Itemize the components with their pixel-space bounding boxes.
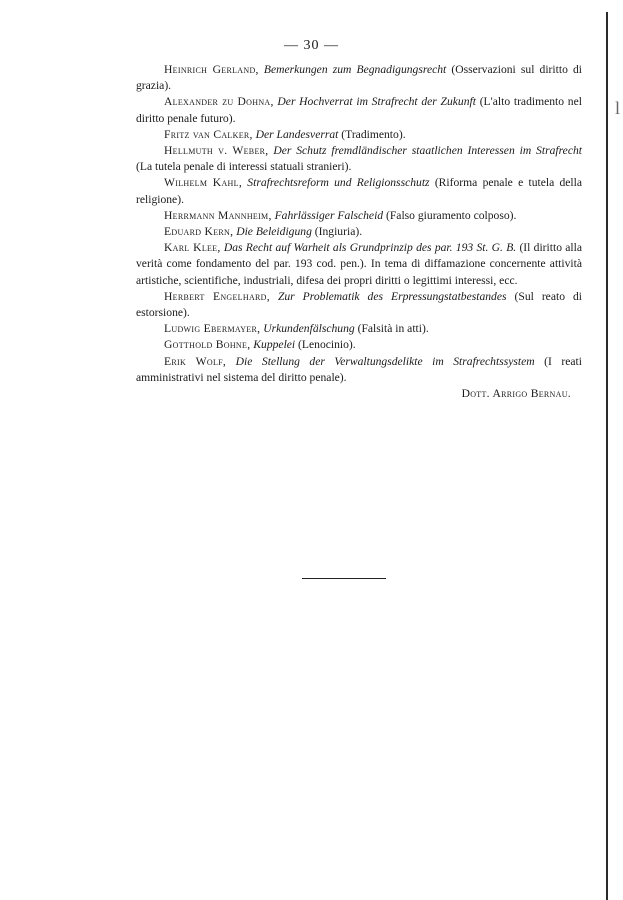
entry-translation: (Tradimento). bbox=[338, 127, 406, 141]
entry-translation: (Falso giuramento colposo). bbox=[383, 208, 517, 222]
bibliography-entry bbox=[136, 321, 582, 337]
entry-title: Der Hochverrat im Strafrecht der Zukunft bbox=[277, 95, 476, 109]
entry-title: Strafrechtsreform und Religionsschutz bbox=[247, 176, 430, 190]
entry-title: Das Recht auf Warheit als Grundprinzip des par. 193 St. G. B. bbox=[223, 241, 517, 255]
entry-title: Kuppelei bbox=[253, 338, 296, 352]
entry-title: Urkundenfälschung bbox=[263, 322, 355, 336]
entry-title: Die Stellung der Verwaltungsdelikte im Strafrechtssystem bbox=[235, 354, 535, 368]
entry-author: Ludwig Ebermayer, bbox=[164, 322, 261, 336]
entry-author: Erik Wolf, bbox=[164, 354, 227, 368]
entry-author: Fritz van Calker, bbox=[164, 127, 253, 141]
entry-title: Zur Problematik des Erpressungstatbestandes bbox=[277, 289, 507, 303]
entry-translation: (La tutela penale di interessi statuali stranieri). bbox=[136, 160, 352, 174]
bibliography-entry bbox=[136, 337, 582, 353]
entry-translation: (Falsità in atti). bbox=[354, 322, 429, 336]
entry-title: Bemerkungen zum Begnadigungsrecht bbox=[263, 63, 447, 76]
bibliography-entry bbox=[136, 208, 582, 224]
entry-title: Der Landesverrat bbox=[255, 127, 339, 141]
bibliography-entry bbox=[136, 62, 582, 94]
entry-translation: (Il diritto alla verità come fondamento del par. 193 cod. pen.). In tema di diffamazione concernente attività artistiche, scientifiche, industriali, difesa dei propri diritti o legittimi interessi, ecc. bbox=[136, 241, 582, 287]
entry-author: Wilhelm Kahl, bbox=[164, 176, 243, 190]
entry-author: Alexander zu Dohna, bbox=[164, 95, 274, 109]
entry-translation: (Lenocinio). bbox=[295, 338, 356, 352]
entry-author: Karl Klee, bbox=[164, 241, 221, 255]
entry-translation: (Sul reato di estorsione). bbox=[136, 289, 583, 320]
entry-translation: (Ingiuria). bbox=[311, 225, 363, 239]
bibliography-entry bbox=[136, 143, 582, 175]
entry-author: Gotthold Bohne, bbox=[164, 338, 251, 352]
entry-translation: (Riforma penale e tutela della religione). bbox=[136, 176, 583, 206]
adjacent-page-letter: l bbox=[615, 98, 621, 118]
entry-author: Herrmann Mannheim, bbox=[164, 208, 272, 222]
entry-author: Hellmuth v. Weber, bbox=[164, 144, 269, 158]
entry-translation: (I reati amministrativi nel sistema del diritto penale). bbox=[136, 354, 582, 384]
bibliography-entry bbox=[136, 224, 582, 240]
author-signature: Dott. Arrigo Bernau. bbox=[461, 387, 571, 400]
page-edge-shadow bbox=[606, 12, 608, 900]
entry-translation: (Osservazioni sul diritto di grazia). bbox=[136, 63, 583, 93]
page-number: — 30 — bbox=[284, 38, 339, 53]
entry-title: Der Schutz fremdländischer staatlichen Interessen im Strafrecht bbox=[273, 144, 582, 158]
bibliography-entry bbox=[136, 289, 582, 321]
entry-translation: (L'alto tradimento nel diritto penale futuro). bbox=[136, 95, 582, 125]
entry-author: Eduard Kern, bbox=[164, 225, 234, 239]
bibliography-list bbox=[136, 62, 582, 386]
bibliography-entry bbox=[136, 127, 582, 143]
entry-author: Heinrich Gerland, bbox=[164, 63, 259, 76]
bibliography-entry bbox=[136, 94, 582, 126]
entry-title: Fahrlässiger Falscheid bbox=[274, 208, 384, 222]
horizontal-rule-divider bbox=[302, 578, 386, 579]
entry-title: Die Beleidigung bbox=[236, 225, 312, 239]
bibliography-entry bbox=[136, 175, 582, 207]
bibliography-entry bbox=[136, 354, 582, 386]
bibliography-entry bbox=[136, 240, 582, 289]
entry-author: Herbert Engelhard, bbox=[164, 289, 270, 303]
